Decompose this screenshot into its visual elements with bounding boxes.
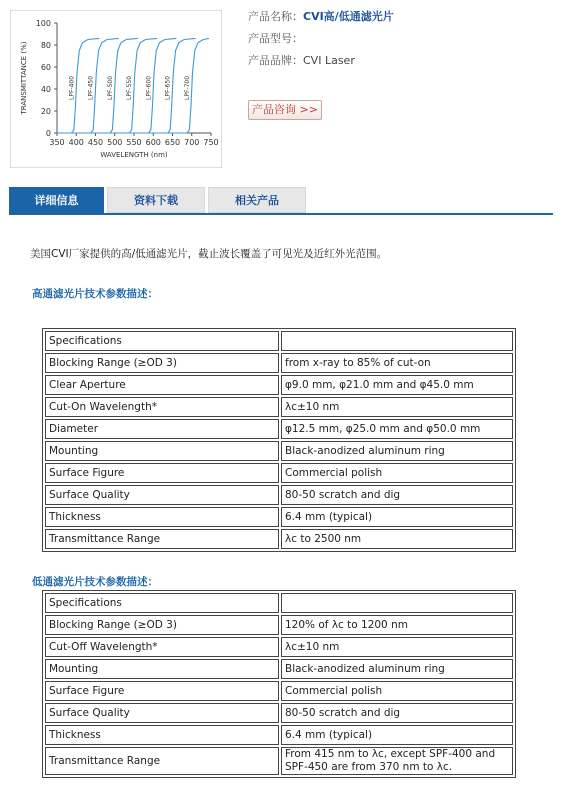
- spec-value-cell: λc±10 nm: [281, 637, 513, 657]
- series-label: LPF-550: [126, 75, 133, 100]
- y-tick-label: 80: [40, 41, 51, 50]
- lowpass-heading: 低通滤光片技术参数描述：: [32, 576, 158, 588]
- spec-value-cell: Commercial polish: [281, 681, 513, 701]
- table-row: [45, 681, 513, 701]
- spec-value-cell: λc to 2500 nm: [281, 529, 513, 549]
- x-tick-label: 500: [107, 138, 123, 147]
- table-row: [45, 529, 513, 549]
- y-tick-label: 100: [35, 19, 51, 28]
- y-tick-label: 0: [45, 129, 51, 138]
- series-label: LPF-600: [145, 75, 153, 100]
- spec-name-cell: Mounting: [45, 441, 279, 461]
- spec-value-cell: Black-anodized aluminum ring: [281, 659, 513, 679]
- table-row: [45, 353, 513, 373]
- spec-value-cell: from x-ray to 85% of cut-on: [281, 353, 513, 373]
- spec-name-cell: Diameter: [45, 419, 279, 439]
- product-model-label: 产品型号：: [248, 32, 303, 45]
- spec-name-cell: Clear Aperture: [45, 375, 279, 395]
- table-row: [45, 593, 513, 613]
- spec-name-cell: Surface Quality: [45, 485, 279, 505]
- spec-name-cell: Blocking Range (≥OD 3): [45, 615, 279, 635]
- table-row: [45, 747, 513, 775]
- table-row: [45, 485, 513, 505]
- table-row: [45, 419, 513, 439]
- table-row: [45, 463, 513, 483]
- spec-name-cell: Transmittance Range: [45, 747, 279, 775]
- x-tick-label: 600: [145, 138, 161, 147]
- spec-name-cell: Surface Figure: [45, 681, 279, 701]
- table-row: [45, 615, 513, 635]
- spec-value-cell: Black-anodized aluminum ring: [281, 441, 513, 461]
- intro-text: 美国CVI厂家提供的高/低通滤光片，截止波长覆盖了可见光及近红外光范围。: [30, 248, 388, 260]
- table-row: [45, 703, 513, 723]
- lowpass-spec-table: [42, 590, 516, 778]
- spec-value-cell: φ9.0 mm, φ21.0 mm and φ45.0 mm: [281, 375, 513, 395]
- x-axis-label: WAVELENGTH (nm): [100, 151, 168, 159]
- spec-name-cell: Surface Figure: [45, 463, 279, 483]
- spec-name-cell: Cut-Off Wavelength*: [45, 637, 279, 657]
- y-tick-label: 20: [40, 107, 51, 116]
- x-tick-label: 700: [184, 138, 200, 147]
- x-tick-label: 750: [203, 138, 219, 147]
- product-name: CVI高/低通滤光片: [303, 10, 394, 23]
- spec-value-cell: 80-50 scratch and dig: [281, 703, 513, 723]
- x-tick-label: 450: [87, 138, 104, 147]
- spec-value-cell: φ12.5 mm, φ25.0 mm and φ50.0 mm: [281, 419, 513, 439]
- table-row: [45, 375, 513, 395]
- y-axis-label: TRANSMITTANCE (%): [20, 41, 28, 115]
- spec-name-cell: Specifications: [45, 331, 279, 351]
- highpass-heading: 高通滤光片技术参数描述：: [32, 288, 158, 300]
- table-row: [45, 397, 513, 417]
- x-tick-label: 350: [49, 138, 65, 147]
- spec-value-cell: 80-50 scratch and dig: [281, 485, 513, 505]
- series-label: LPF-400: [68, 75, 76, 100]
- table-row: [45, 441, 513, 461]
- x-tick-label: 550: [126, 138, 142, 147]
- spec-name-cell: Thickness: [45, 507, 279, 527]
- x-tick-label: 400: [68, 138, 84, 147]
- table-row: [45, 659, 513, 679]
- highpass-spec-table: [42, 328, 516, 552]
- product-image: [10, 10, 222, 168]
- spec-value-cell: 6.4 mm (typical): [281, 725, 513, 745]
- spec-value-cell: 6.4 mm (typical): [281, 507, 513, 527]
- series-label: LPF-450: [87, 75, 95, 100]
- table-row: [45, 331, 513, 351]
- y-tick-label: 60: [40, 63, 51, 72]
- spec-value-cell: λc±10 nm: [281, 397, 513, 417]
- product-brand: CVI Laser: [303, 54, 355, 67]
- spec-name-cell: Transmittance Range: [45, 529, 279, 549]
- spec-value-cell: [281, 593, 513, 613]
- transmittance-chart: [11, 11, 221, 167]
- table-row: [45, 507, 513, 527]
- product-name-label: 产品名称：: [248, 10, 303, 23]
- series-label: LPF-650: [164, 75, 172, 100]
- spec-value-cell: Commercial polish: [281, 463, 513, 483]
- spec-name-cell: Thickness: [45, 725, 279, 745]
- series-label: LPF-700: [183, 75, 191, 100]
- table-row: [45, 637, 513, 657]
- spec-value-cell: 120% of λc to 1200 nm: [281, 615, 513, 635]
- series-label: LPF-500: [106, 75, 114, 100]
- spec-name-cell: Mounting: [45, 659, 279, 679]
- tab-downloads[interactable]: 资料下载: [107, 187, 205, 213]
- consult-button[interactable]: 产品咨询 >>: [248, 100, 322, 120]
- table-row: [45, 725, 513, 745]
- spec-name-cell: Surface Quality: [45, 703, 279, 723]
- tab-bar: [9, 187, 553, 215]
- product-brand-label: 产品品牌：: [248, 54, 303, 67]
- spec-name-cell: Specifications: [45, 593, 279, 613]
- spec-name-cell: Cut-On Wavelength*: [45, 397, 279, 417]
- spec-value-cell: [281, 331, 513, 351]
- y-tick-label: 40: [40, 85, 51, 94]
- spec-name-cell: Blocking Range (≥OD 3): [45, 353, 279, 373]
- spec-value-cell: From 415 nm to λc, except SPF-400 and SPF-450 are from 370 nm to λc.: [281, 747, 513, 775]
- x-tick-label: 650: [164, 138, 181, 147]
- tab-details[interactable]: 详细信息: [9, 187, 104, 213]
- product-info: [248, 10, 394, 76]
- tab-related[interactable]: 相关产品: [208, 187, 306, 213]
